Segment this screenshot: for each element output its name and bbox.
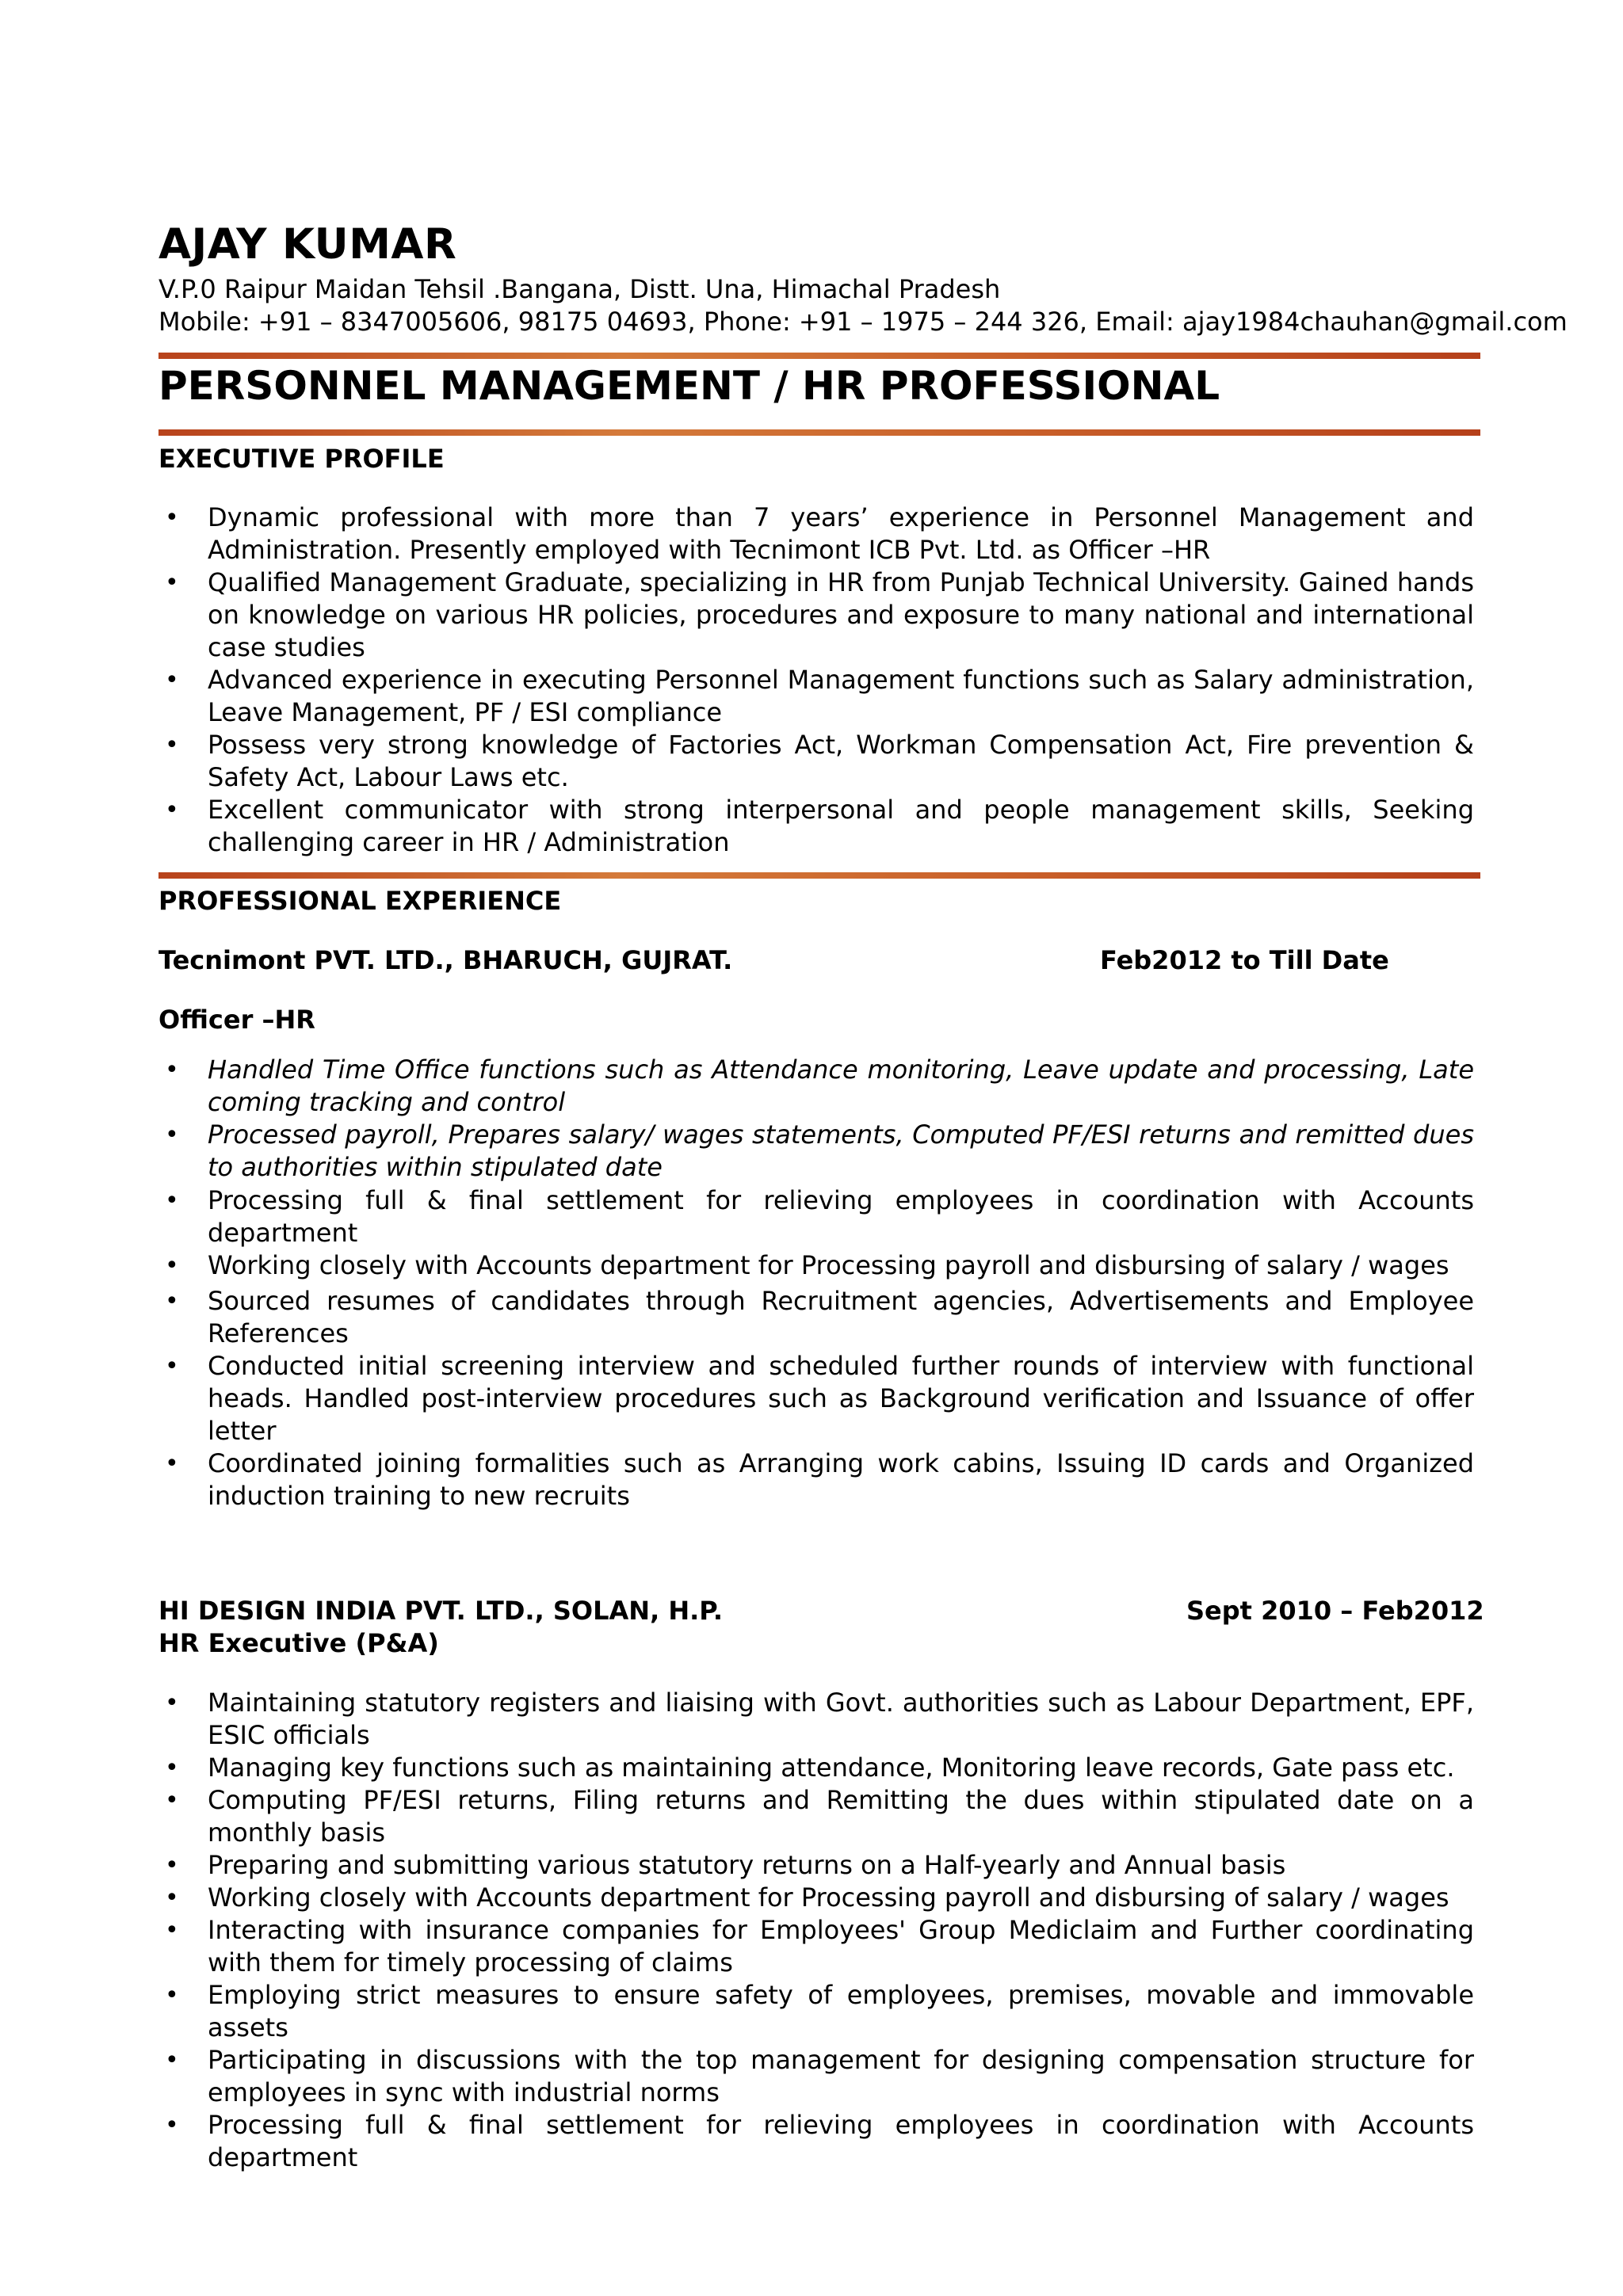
list-item: • Employing strict measures to ensure safety of employees, premises, movable and immovable assets [158, 1979, 1474, 2044]
job1-role: Officer –HR [158, 1005, 315, 1035]
address-line: V.P.0 Raipur Maidan Tehsil .Bangana, Distt. Una, Himachal Pradesh [158, 274, 1001, 304]
divider-rule [158, 872, 1480, 879]
divider-rule [158, 353, 1480, 359]
list-item: • Processed payroll, Prepares salary/ wages statements, Computed PF/ESI returns and remitted dues to authorities within stipulated date [158, 1119, 1474, 1184]
list-item: • Processing full & final settlement for relieving employees in coordination with Accounts department [158, 1184, 1474, 1249]
job2-dates: Sept 2010 – Feb2012 [1186, 1596, 1484, 1626]
section-heading-professional-experience: PROFESSIONAL EXPERIENCE [158, 886, 562, 916]
list-item: • Processing full & final settlement for relieving employees in coordination with Accounts department [158, 2109, 1474, 2174]
job1-company: Tecnimont PVT. LTD., BHARUCH, GUJRAT. [158, 945, 733, 975]
list-item: • Handled Time Office functions such as Attendance monitoring, Leave update and processing, Late coming tracking and control [158, 1054, 1474, 1119]
job2-bullet-list [158, 1687, 1474, 2174]
profile-bullet-list [158, 502, 1474, 859]
list-item: • Managing key functions such as maintaining attendance, Monitoring leave records, Gate pass etc. [158, 1752, 1474, 1784]
job1-dates: Feb2012 to Till Date [1100, 945, 1389, 975]
list-item: • Working closely with Accounts department for Processing payroll and disbursing of salary / wages [158, 1249, 1474, 1282]
list-item: • Qualified Management Graduate, specializing in HR from Punjab Technical University. Gained hands on knowledge on various HR policies, procedures and exposure to many national and international case studies [158, 566, 1474, 664]
list-item: • Conducted initial screening interview and scheduled further rounds of interview with functional heads. Handled post-interview procedures such as Background verification and Issuance of offer letter [158, 1350, 1474, 1447]
list-item: • Excellent communicator with strong interpersonal and people management skills, Seeking challenging career in HR / Administration [158, 794, 1474, 859]
job1-bullet-list [158, 1184, 1474, 1282]
list-item: • Advanced experience in executing Personnel Management functions such as Salary administration, Leave Management, PF / ESI compliance [158, 664, 1474, 729]
list-item: • Working closely with Accounts department for Processing payroll and disbursing of salary / wages [158, 1882, 1474, 1914]
candidate-name: AJAY KUMAR [158, 220, 457, 269]
list-item: • Interacting with insurance companies for Employees' Group Mediclaim and Further coordinating with them for timely processing of claims [158, 1914, 1474, 1979]
contact-line: Mobile: +91 – 8347005606, 98175 04693, Phone: +91 – 1975 – 244 326, Email: ajay1984chauhan@gmail.com [158, 307, 1568, 337]
list-item: • Maintaining statutory registers and liaising with Govt. authorities such as Labour Department, EPF, ESIC officials [158, 1687, 1474, 1752]
list-item: • Dynamic professional with more than 7 years’ experience in Personnel Management and Administration. Presently employed with Tecnimont ICB Pvt. Ltd. as Officer –HR [158, 502, 1474, 566]
list-item: • Coordinated joining formalities such as Arranging work cabins, Issuing ID cards and Organized induction training to new recruits [158, 1447, 1474, 1512]
list-item: • Participating in discussions with the top management for designing compensation structure for employees in sync with industrial norms [158, 2044, 1474, 2109]
section-heading-executive-profile: EXECUTIVE PROFILE [158, 444, 445, 474]
divider-rule [158, 429, 1480, 436]
list-item: • Computing PF/ESI returns, Filing returns and Remitting the dues within stipulated date on a monthly basis [158, 1784, 1474, 1849]
job2-role: HR Executive (P&A) [158, 1628, 439, 1658]
list-item: • Sourced resumes of candidates through Recruitment agencies, Advertisements and Employee References [158, 1285, 1474, 1350]
professional-title: PERSONNEL MANAGEMENT / HR PROFESSIONAL [158, 363, 1220, 409]
job1-bullet-list-italic [158, 1054, 1474, 1184]
job2-company: HI DESIGN INDIA PVT. LTD., SOLAN, H.P. [158, 1596, 724, 1626]
job1-recruitment-bullet-list [158, 1285, 1474, 1512]
list-item: • Possess very strong knowledge of Factories Act, Workman Compensation Act, Fire prevention & Safety Act, Labour Laws etc. [158, 729, 1474, 794]
list-item: • Preparing and submitting various statutory returns on a Half-yearly and Annual basis [158, 1849, 1474, 1882]
